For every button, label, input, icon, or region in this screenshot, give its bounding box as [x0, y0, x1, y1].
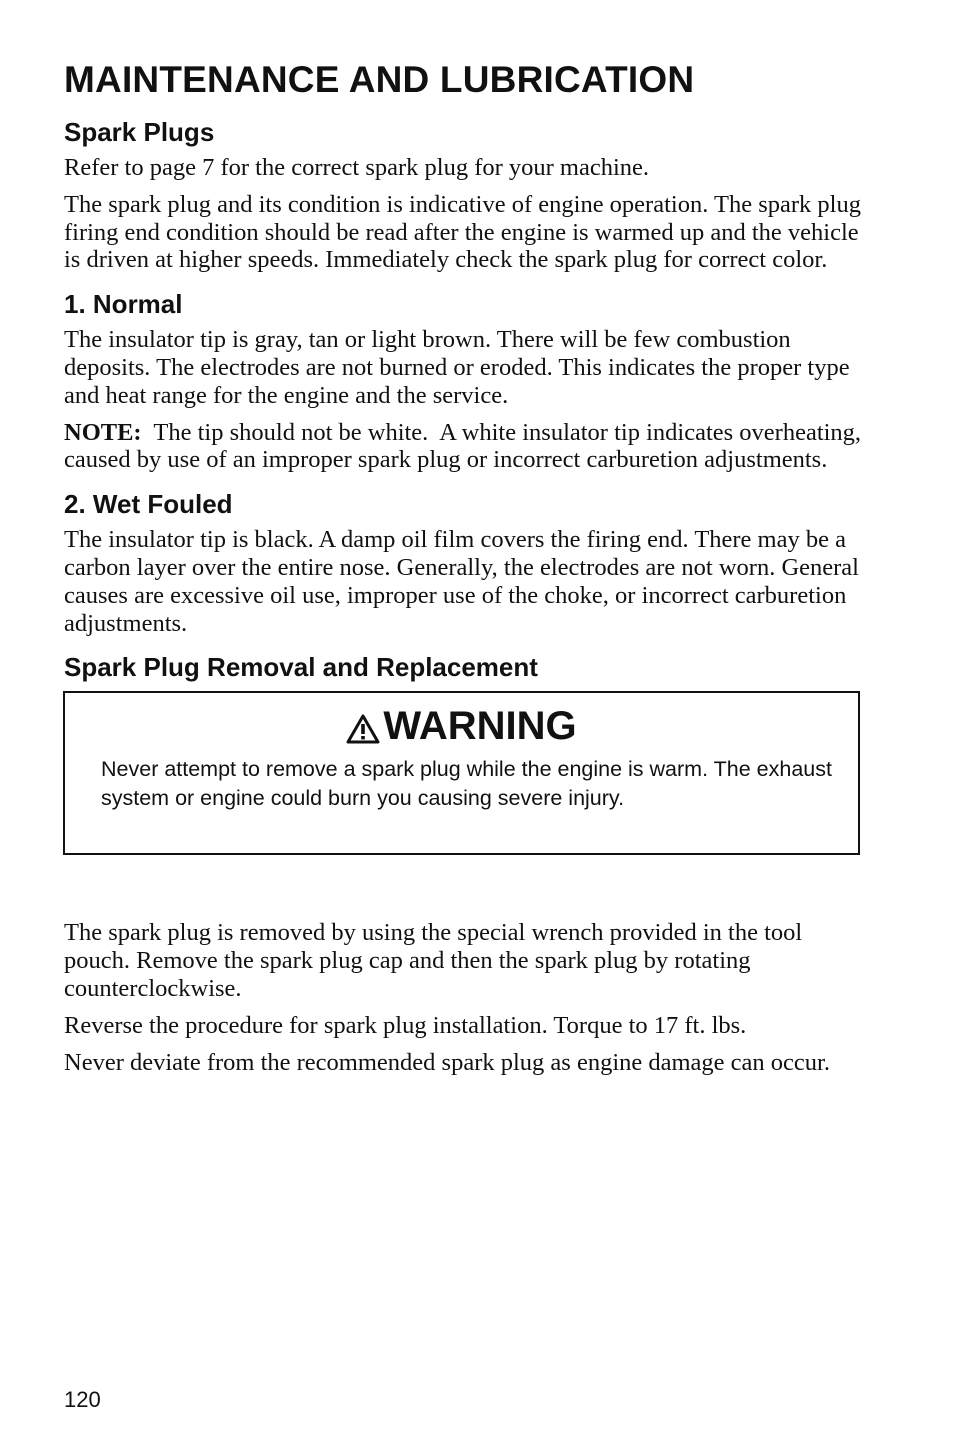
section-heading-normal: 1. Normal	[64, 289, 183, 320]
section-heading-removal: Spark Plug Removal and Replacement	[64, 652, 538, 683]
warning-box	[63, 691, 860, 855]
paragraph: The spark plug is removed by using the special wrench provided in the tool pouch. Remove the spark plug cap and then the spark plug by rotating counterclockwise.	[64, 919, 803, 1002]
paragraph: Reverse the procedure for spark plug installation. Torque to 17 ft. lbs.	[64, 1011, 747, 1039]
page-number: 120	[64, 1387, 101, 1412]
warning-triangle-icon	[346, 714, 380, 744]
paragraph: Never deviate from the recommended spark plug as engine damage can occur.	[64, 1048, 830, 1076]
paragraph: The insulator tip is black. A damp oil film covers the firing end. There may be a carbon layer over the entire nose. Generally, the electrodes are not worn. General causes are excessive oil use, improper use of the choke, or incorrect carburetion adjustments.	[64, 526, 859, 637]
note-text: The tip should not be white. A white insulator tip indicates overheating, caused by use of an improper spark plug or incorrect carburetion adjustments.	[64, 418, 868, 474]
page-title: MAINTENANCE AND LUBRICATION	[64, 59, 695, 100]
section-heading-spark-plugs: Spark Plugs	[64, 117, 215, 147]
section-heading-wet-fouled: 2. Wet Fouled	[64, 489, 233, 520]
note-paragraph	[64, 418, 868, 475]
warning-title	[65, 703, 858, 749]
paragraph: Refer to page 7 for the correct spark plug for your machine.	[64, 154, 650, 181]
note-label: NOTE:	[64, 418, 142, 446]
paragraph: The spark plug and its condition is indicative of engine operation. The spark plug firing end condition should be read after the engine is warmed up and the vehicle is driven at higher speeds. Immediately check the spark plug for correct color.	[64, 190, 861, 274]
warning-title-text: WARNING	[383, 704, 577, 749]
warning-text: Never attempt to remove a spark plug while the engine is warm. The exhaust system or engine could burn you causing severe injury.	[101, 757, 832, 810]
paragraph: The insulator tip is gray, tan or light brown. There will be few combustion deposits. The electrodes are not burned or eroded. This indicates the proper type and heat range for the engine and the service.	[64, 326, 850, 409]
page-content	[64, 58, 868, 1085]
